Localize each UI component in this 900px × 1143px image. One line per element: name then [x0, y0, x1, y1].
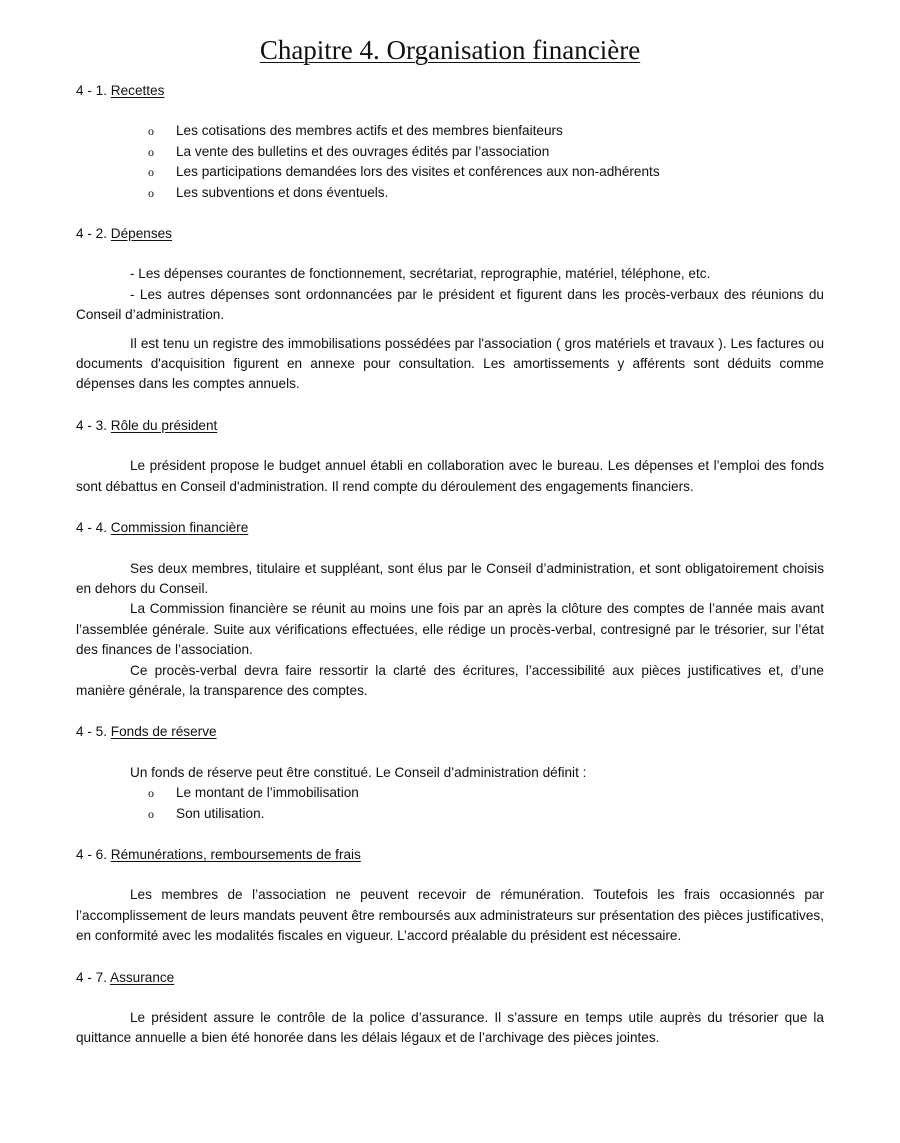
section-number: 4 - 5. [76, 724, 107, 740]
paragraph: - Les dépenses courantes de fonctionnement, secrétariat, reprographie, matériel, téléphone, etc. [130, 266, 711, 282]
section-title: Recettes [110, 83, 165, 98]
paragraph: - Les autres dépenses sont ordonnancées par le président et figurent dans les procès-verbaux des réunions du Conseil d’administration. [76, 286, 824, 323]
section-number: 4 - 7. [76, 969, 107, 985]
section-heading [76, 81, 824, 101]
bullet-list [76, 121, 824, 203]
bullet-icon: o [148, 806, 154, 821]
section-depenses [76, 224, 824, 395]
section-title: Dépenses [110, 226, 172, 242]
paragraph: Le président propose le budget annuel établi en collaboration avec le bureau. Les dépenses et l’emploi des fonds sont débattus en Conseil d'administration. Il rend compte du déroulement des engagements financiers. [76, 458, 824, 494]
section-role-president [76, 416, 824, 497]
section-commission-financiere [76, 518, 824, 701]
section-heading [76, 224, 824, 244]
section-title: Rôle du président [110, 417, 218, 433]
section-title: Assurance [110, 969, 175, 985]
section-number: 4 - 2. [76, 226, 107, 242]
section-heading [76, 845, 824, 865]
section-number: 4 - 4. [76, 520, 107, 536]
section-number: 4 - 1. [76, 83, 107, 98]
bullet-icon: o [148, 144, 154, 159]
section-assurance [76, 968, 824, 1049]
section-recettes [76, 81, 824, 203]
paragraph: Il est tenu un registre des immobilisations possédées par l'association ( gros matériels et travaux ). Les factures ou documents d'acquisition figurent en annexe pour consultation. Les amortissements y afférents sont déduits comme dépenses dans les comptes annuels. [76, 335, 824, 392]
list-item: o La vente des bulletins et des ouvrages édités par l’association [148, 142, 824, 162]
section-title: Commission financière [110, 520, 249, 536]
section-number: 4 - 6. [76, 846, 107, 862]
paragraph: Le président assure le contrôle de la police d’assurance. Il s’assure en temps utile auprès du trésorier que la quittance annuelle a bien été honorée dans les délais légaux et de l’archivage des pièces jointes. [76, 1010, 824, 1046]
paragraph: Les membres de l’association ne peuvent recevoir de rémunération. Toutefois les frais occasionnés par l’accomplissement de leurs mandats peuvent être remboursés aux administrateurs sur présentation des pièces justificatives, en conformité avec les modalités fiscales en vigueur. L’accord préalable du président est nécessaire. [76, 887, 824, 944]
section-heading [76, 518, 824, 538]
page-title: Chapitre 4. Organisation financière [259, 35, 641, 65]
bullet-icon: o [148, 786, 154, 801]
section-heading [76, 968, 824, 988]
list-item: o Les cotisations des membres actifs et des membres bienfaiteurs [148, 121, 824, 141]
section-title: Rémunérations, remboursements de frais [110, 846, 361, 862]
list-item: o Le montant de l’immobilisation [148, 783, 824, 803]
bullet-list [76, 783, 824, 824]
list-item: o Les participations demandées lors des visites et conférences aux non-adhérents [148, 162, 824, 182]
bullet-icon: o [148, 185, 154, 200]
paragraph: Ses deux membres, titulaire et suppléant, sont élus par le Conseil d’administration, et sont obligatoirement choisis en dehors du Conseil. [76, 560, 824, 596]
paragraph: Un fonds de réserve peut être constitué. Le Conseil d’administration définit : [130, 764, 587, 780]
section-remunerations [76, 845, 824, 947]
bullet-icon: o [148, 124, 154, 139]
bullet-icon: o [148, 165, 154, 180]
section-fonds-reserve [76, 722, 824, 824]
section-heading [76, 722, 824, 742]
paragraph: Ce procès-verbal devra faire ressortir la clarté des écritures, l’accessibilité aux pièces justificatives et, d’une manière générale, la transparence des comptes. [76, 662, 824, 698]
section-heading [76, 416, 824, 436]
list-item: o Les subventions et dons éventuels. [148, 183, 824, 203]
section-title: Fonds de réserve [110, 724, 217, 740]
paragraph: La Commission financière se réunit au moins une fois par an après la clôture des comptes de l’année mais avant l’assemblée générale. Suite aux vérifications effectuées, elle rédige un procès-verbal, contresigné par le trésorier, sur l’état des finances de l’association. [76, 601, 824, 658]
list-item: o Son utilisation. [148, 804, 824, 824]
section-number: 4 - 3. [76, 417, 107, 433]
